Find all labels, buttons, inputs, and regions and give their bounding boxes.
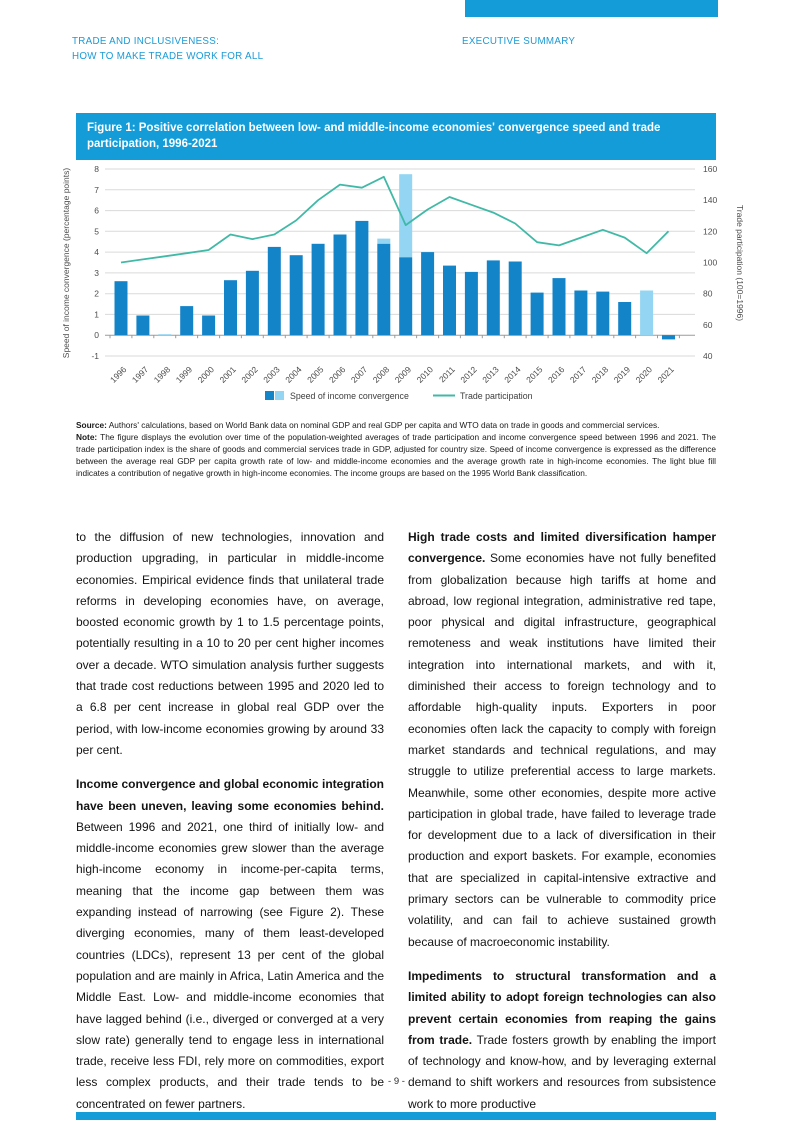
svg-text:8: 8 bbox=[94, 164, 99, 174]
svg-text:2006: 2006 bbox=[326, 364, 348, 385]
svg-text:2002: 2002 bbox=[239, 364, 260, 385]
svg-text:1999: 1999 bbox=[173, 364, 195, 385]
svg-text:4: 4 bbox=[94, 247, 99, 258]
svg-text:2015: 2015 bbox=[524, 364, 545, 385]
svg-text:1: 1 bbox=[94, 309, 99, 320]
bottom-accent-bar bbox=[76, 1112, 716, 1120]
svg-text:2001: 2001 bbox=[217, 364, 238, 385]
svg-text:2018: 2018 bbox=[589, 364, 611, 385]
source-label: Source: bbox=[76, 420, 107, 430]
svg-text:2014: 2014 bbox=[502, 364, 523, 385]
note-label: Note: bbox=[76, 432, 98, 443]
svg-text:2021: 2021 bbox=[655, 364, 676, 385]
svg-text:60: 60 bbox=[703, 319, 713, 330]
svg-text:3: 3 bbox=[94, 267, 99, 278]
svg-text:1997: 1997 bbox=[129, 364, 151, 385]
svg-text:160: 160 bbox=[703, 164, 718, 174]
top-accent-bar bbox=[465, 0, 718, 17]
svg-text:80: 80 bbox=[703, 288, 713, 299]
left-axis-title: Speed of income convergence (percentage points) bbox=[61, 167, 71, 359]
paragraph-text: to the diffusion of new technologies, innovation and production upgrading, in particular in middle-income economies. Empirical evidence finds that unilateral trade reforms in developing economies have, on average, boosted economic growth by 1 to 1.5 percentage points, potentially resulting in a 10 to 20 per cent higher incomes over a decade. WTO simulation analysis further suggests that trade cost reductions between 1995 and 2020 led to a 6.8 per cent increase in global real GDP over the period, with low-income economies growing by around 33 per cent. bbox=[76, 530, 384, 757]
svg-text:2011: 2011 bbox=[436, 364, 457, 385]
body-text bbox=[76, 527, 716, 1121]
legend-label-bars: Speed of income convergence bbox=[290, 391, 409, 401]
paragraph bbox=[76, 527, 384, 761]
body-left-column bbox=[76, 527, 384, 1121]
svg-text:2019: 2019 bbox=[611, 364, 633, 385]
svg-text:2016: 2016 bbox=[545, 364, 567, 385]
note-text: The figure displays the evolution over time of the population-weighted averages of trade participation and income convergence speed between 1996 and 2021. The trade participation index is the share of goods and commercial services trade in GDP, adjusted for country size. Speed of income convergence is expressed as the difference between the average real GDP per capita growth rate of low- and middle-income economies and the average growth rate in high-income economies. The light blue fill indicates a contribution of negative growth in high-income economies. The income groups are based on the 1995 World Bank classification. bbox=[76, 432, 716, 479]
figure-title: Figure 1: Positive correlation between low- and middle-income economies' convergence speed and trade participation, 1996-2021 bbox=[87, 122, 661, 150]
svg-text:40: 40 bbox=[703, 351, 713, 361]
svg-text:2010: 2010 bbox=[414, 364, 436, 385]
running-header-left bbox=[72, 34, 263, 64]
figure-note bbox=[76, 431, 716, 479]
svg-text:140: 140 bbox=[703, 195, 718, 206]
legend-swatch-dark bbox=[265, 391, 274, 400]
legend-swatch-light bbox=[275, 391, 284, 400]
svg-text:2000: 2000 bbox=[195, 364, 217, 385]
svg-text:1998: 1998 bbox=[151, 364, 173, 385]
svg-text:2008: 2008 bbox=[370, 364, 392, 385]
figure-title-banner bbox=[76, 113, 716, 160]
figure1-chart-svg bbox=[55, 163, 755, 415]
svg-text:-1: -1 bbox=[91, 351, 99, 361]
svg-text:2012: 2012 bbox=[458, 364, 479, 385]
svg-text:2009: 2009 bbox=[392, 364, 414, 385]
svg-text:6: 6 bbox=[94, 205, 99, 216]
chart-legend bbox=[265, 391, 533, 401]
source-text: Authors' calculations, based on World Bank data on nominal GDP and real GDP per capita and WTO data on trade in goods and commercial services. bbox=[106, 420, 660, 430]
figure-source bbox=[76, 419, 716, 431]
page-number: - 9 - bbox=[388, 1076, 405, 1087]
paragraph-text: Trade fosters growth by enabling the import of technology and know-how, and by leveraging external demand to shift workers and resources from subsistence work to more productive bbox=[408, 1032, 716, 1111]
svg-text:2007: 2007 bbox=[348, 364, 370, 385]
paragraph bbox=[408, 966, 716, 1115]
legend-label-line: Trade participation bbox=[460, 391, 533, 401]
running-header-right bbox=[462, 34, 575, 49]
svg-text:120: 120 bbox=[703, 226, 718, 237]
paragraph-lead: Impediments to structural transformation and a limited ability to adopt foreign technologies can also prevent certain economies from reaping the gains from trade. bbox=[408, 968, 716, 1047]
body-right-column bbox=[408, 527, 716, 1121]
svg-text:2003: 2003 bbox=[261, 364, 282, 385]
section-title: EXECUTIVE SUMMARY bbox=[462, 36, 576, 47]
right-axis-title: Trade participation (100=1996) bbox=[735, 204, 745, 322]
svg-text:1996: 1996 bbox=[107, 364, 129, 385]
report-title-line2: HOW TO MAKE TRADE WORK FOR ALL bbox=[72, 51, 264, 62]
report-title-line1: TRADE AND INCLUSIVENESS: bbox=[72, 36, 220, 47]
svg-text:0: 0 bbox=[94, 330, 99, 341]
svg-text:2020: 2020 bbox=[633, 364, 655, 385]
figure1-chart bbox=[55, 163, 755, 415]
paragraph-lead: Income convergence and global economic integration have been uneven, leaving some economies behind. bbox=[76, 777, 384, 813]
svg-text:2: 2 bbox=[94, 288, 99, 299]
svg-text:2013: 2013 bbox=[480, 364, 501, 385]
svg-text:7: 7 bbox=[94, 184, 99, 195]
paragraph bbox=[408, 527, 716, 953]
svg-text:5: 5 bbox=[94, 226, 99, 237]
svg-text:2004: 2004 bbox=[283, 364, 304, 385]
paragraph-text: Some economies have not fully benefited from globalization because high tariffs at home and abroad, low regional integration, administrative red tape, poor physical and digital infrastructure, geographical remoteness and weak institutions have limited their integration into international markets, and with it, diminished their access to foreign technology and to affordable high-quality inputs. Exporters in poor economies often lack the capacity to comply with foreign market standards and technical regulations, and may struggle to utilize preferential access to large markets. Meanwhile, some other economies, despite more active participation in global trade, have failed to leverage trade for development due to a lack of diversification in their production and export baskets. For example, economies that are specialized in capital-intensive extractive and primary sectors can be vulnerable to commodity price volatility, and can fail to achieve sustained growth because of macroeconomic instability. bbox=[408, 551, 716, 949]
paragraph-lead: High trade costs and limited diversification hamper convergence. bbox=[408, 530, 716, 566]
paragraph-text: Between 1996 and 2021, one third of initially low- and middle-income economies grew slower than the average high-income economy in income-per-capita terms, meaning that the income gap between them was expanding instead of narrowing (see Figure 2). These diverging economies, many of them least-developed countries (LDCs), represent 13 per cent of the global population and are mainly in Africa, Latin America and the Middle East. Low- and middle-income economies that have lagged behind (i.e., diverged or converged at a very slow rate) generally tend to engage less in international trade, receive less FDI, rely more on commodities, export less complex products, and their trade tends to be concentrated on fewer partners. bbox=[76, 819, 384, 1111]
svg-text:2017: 2017 bbox=[567, 364, 589, 385]
paragraph bbox=[76, 774, 384, 1115]
svg-text:2005: 2005 bbox=[305, 364, 326, 385]
figure-source-note bbox=[76, 419, 716, 479]
svg-text:100: 100 bbox=[703, 257, 718, 268]
